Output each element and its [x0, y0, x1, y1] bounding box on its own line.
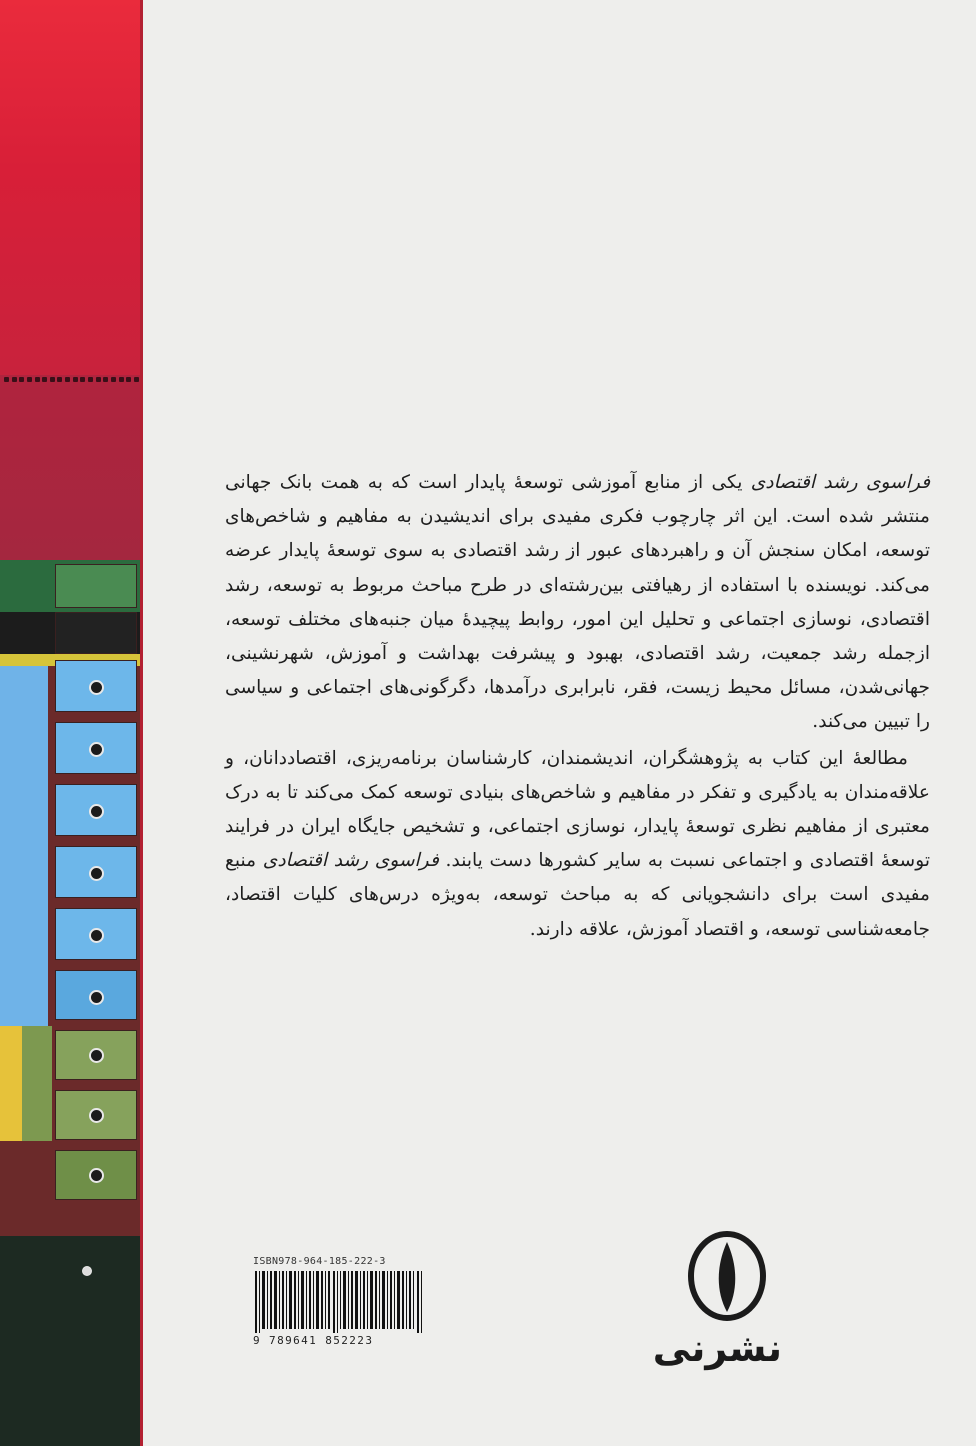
- dark-band: [0, 1220, 143, 1446]
- paragraph-2-end: منبع مفیدی است برای دانشجویانی که به مباحث توسعه، به‌ویژه درس‌های کلیات اقتصاد، جامعه‌شناسی توسعه، و اقتصاد آموزش، علاقه دارند.: [225, 850, 930, 940]
- leaf-in-ring-icon: [686, 1228, 768, 1324]
- description-paragraph-1: [225, 466, 930, 740]
- spine-edge: [140, 0, 143, 1446]
- book-title-inline-2: فراسوی رشد اقتصادی: [262, 850, 439, 872]
- window-tower: [0, 560, 143, 1220]
- red-band: [0, 0, 143, 560]
- paragraph-2-start: مطالعهٔ این کتاب به پژوهشگران، اندیشمندان، کارشناسان برنامه‌ریزی، اقتصاددانان، و علاقه‌مندان به یادگیری و تفکر در مفاهیم و شاخص‌های بنیادی توسعه کمک می‌کند تا به درک معتبری از مفاهیم نظری توسعهٔ پایدار، نوسازی اجتماعی، و تشخیص جایگاه ایران در فرایند توسعهٔ اقتصادی و اجتماعی نسبت به سایر کشورها دست یابند.: [225, 747, 931, 872]
- cover-art-strip: [0, 0, 143, 1446]
- isbn-barcode-block: [253, 1256, 426, 1352]
- barcode-icon: [253, 1271, 426, 1333]
- isbn-label: ISBN978-964-185-222-3: [253, 1256, 386, 1267]
- description-paragraph-2: [225, 742, 930, 947]
- barcode-digits: 9 789641 852223: [253, 1334, 374, 1347]
- book-title-inline: فراسوی رشد اقتصادی: [750, 472, 930, 493]
- publisher-name: نشرنی: [652, 1326, 782, 1370]
- paragraph-1-text: یکی از منابع آموزشی توسعهٔ پایدار است که به همت بانک جهانی منتشر شده است. این اثر چارچوب فکری مفیدی برای اندیشیدن به مفاهیم و شاخص‌های توسعه، امکان سنجش آن و راهبردهای عبور از رشد اقتصادی به سوی توسعهٔ پایدار عرضه می‌کند. نویسنده با استفاده از رهیافتی بین‌رشته‌ای در طرح مباحث مربوط به توسعه، رشد اقتصادی، نوسازی اجتماعی و تحلیل این امور، روابط پیچیدهٔ میان جنبه‌های مختلف توسعه، ازجمله رشد جمعیت، رشد اقتصادی، بهبود و پیشرفت بهداشت و آموزش، شهرنشینی، جهانی‌شدن، مسائل محیط زیست، فقر، نابرابری درآمدها، دگرگونی‌های اجتماعی و سیاسی را تبیین می‌کند.: [225, 472, 930, 733]
- stitch-dots: [0, 377, 143, 385]
- book-description: [225, 466, 930, 949]
